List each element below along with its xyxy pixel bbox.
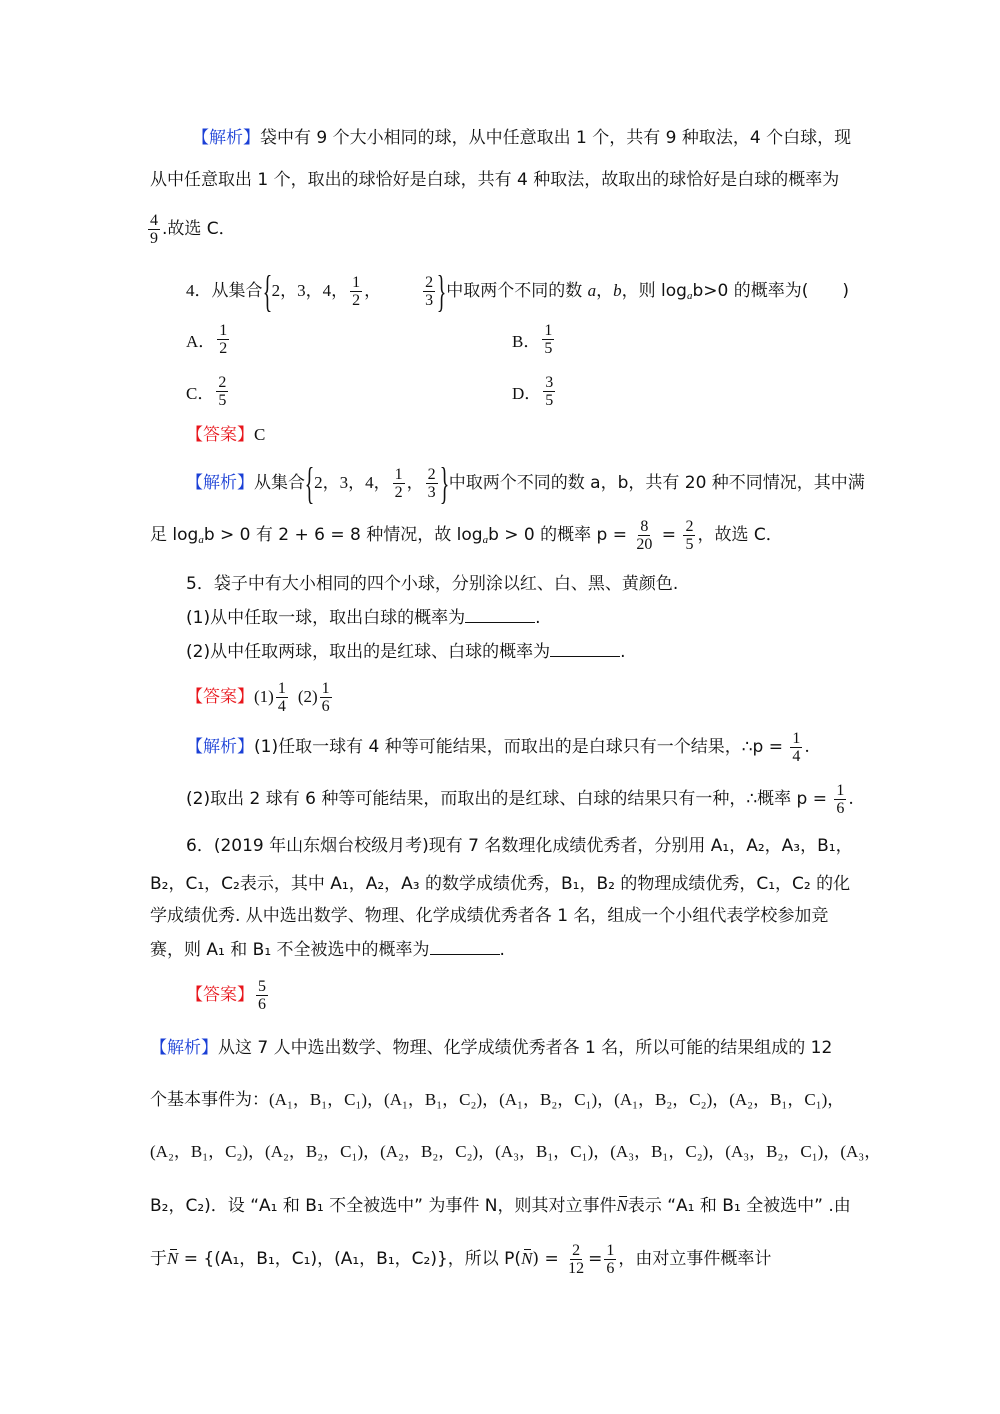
q4-analysis-line-2: [150, 518, 783, 553]
period: .: [499, 940, 505, 960]
q6-analysis-text: 个基本事件为：: [150, 1090, 269, 1110]
fraction-denominator: 9: [150, 230, 158, 247]
q6-answer-fraction: [256, 978, 268, 1013]
fraction-denominator: 2: [394, 484, 403, 501]
var-a: a: [587, 281, 597, 300]
q5-answer-1-fraction: [276, 680, 288, 715]
q4-option-a[interactable]: [186, 322, 231, 357]
q4-option-d[interactable]: [512, 374, 557, 409]
q3-probability-fraction: [148, 212, 160, 247]
q5-sub1-text: (1)从中任取一球，取出白球的概率为: [186, 608, 466, 628]
q6-answer: [186, 978, 270, 1013]
answer-blank[interactable]: [430, 938, 500, 955]
q5-sub2-text: (2)从中任取两球，取出的是红球、白球的概率为: [186, 642, 551, 662]
fraction-numerator: 3: [545, 374, 554, 391]
q6-analysis-text: = {(A₁，B₁，C₁)，(A₁，B₁，C₂)}，所以 P(: [178, 1249, 522, 1269]
fraction-numerator: 5: [258, 978, 266, 995]
fraction-numerator: 1: [544, 322, 553, 339]
option-letter: C．: [186, 384, 215, 403]
right-brace: }: [439, 458, 449, 508]
set-item: 2，: [314, 473, 340, 492]
q5-analysis-line-2: (2)取出 2 球有 6 种等可能结果，而取出的是红球、白球的结果只有一种，∴概率 p = $\frac{1}{6}$ .: [186, 782, 854, 817]
option-fraction: [216, 374, 228, 409]
set-item: 3，: [297, 281, 323, 300]
log-base: a: [198, 534, 204, 546]
q4-option-c[interactable]: [186, 374, 230, 409]
q4-stem-then: ，则 log: [621, 281, 687, 301]
fraction-denominator: 5: [545, 392, 554, 409]
q6-analysis-line-4: [150, 1194, 851, 1218]
option-letter: D．: [512, 384, 542, 403]
q3-analysis-line-2: [150, 168, 839, 192]
option-fraction: [542, 322, 554, 357]
q4-analysis-text: 足 log: [150, 525, 199, 545]
q6-events-row: (A₁，B₁，C₁)，(A₁，B₁，C₂)，(A₁，B₂，C₁)，(A₁，B₂，C₂)，(A₂，B₁，C₁)，: [269, 1090, 845, 1109]
period: .: [535, 608, 541, 628]
q4-stem-mid: 中取两个不同的数: [446, 281, 588, 301]
answer-part-label: (1): [254, 687, 274, 706]
q4-option-b[interactable]: [512, 322, 556, 357]
q6-analysis-line-5: 于N = {(A₁，B₁，C₁)，(A₁，B₁，C₂)}，所以 P(N) = $\frac{2}{12}$ = $\frac{1}{6}$ ，由对立事件概率计: [150, 1242, 772, 1277]
q6-analysis-text: 于: [150, 1249, 167, 1269]
fraction-denominator: 2: [352, 292, 361, 309]
q5-answer-2-fraction: [320, 680, 332, 715]
fraction-numerator: 1: [352, 274, 361, 291]
q6-analysis-line-1: [150, 1036, 832, 1060]
q4-stem-post: b>0 的概率为( ): [692, 281, 850, 301]
fraction-numerator: 1: [836, 782, 845, 799]
n-bar-symbol: N: [616, 1194, 627, 1218]
fraction-numerator: 1: [219, 322, 228, 339]
set-item: 4，: [365, 473, 391, 492]
n-bar-symbol: N: [521, 1247, 532, 1271]
q4-answer: [186, 423, 265, 447]
fraction-numerator: 4: [150, 212, 158, 229]
q6-stem-text: 赛，则 A₁ 和 B₁ 不全被选中的概率为: [150, 940, 430, 960]
answer-label: 【答案】: [186, 985, 254, 1005]
fraction-numerator: 2: [425, 274, 434, 291]
q6-events-row: (A₂，B₁，C₂)，(A₂，B₂，C₁)，(A₂，B₂，C₂)，(A₃，B₁，C₁)，(A₃，B₁，C₂)，(A₃，B₂，C₁)，(A₃，: [150, 1142, 882, 1161]
fraction-denominator: 4: [277, 698, 286, 715]
answer-part-label: (2): [297, 687, 318, 706]
q4-p-fraction-1: [634, 518, 654, 553]
q4-number: 4．: [186, 281, 212, 300]
q4-analysis-line-1: 【解析】从集合{2，3，4， $\frac{1}{2}$ ， $\frac{2}{3}$ }中取两个不同的数 a，b，共有 20 种不同情况，其中满: [186, 458, 865, 508]
q4-answer-value: C: [254, 425, 266, 444]
period: .: [620, 642, 626, 662]
fraction-numerator: 2: [218, 374, 227, 391]
q6-analysis-text: ，由对立事件概率计: [618, 1249, 772, 1269]
fraction-numerator: 1: [321, 680, 330, 697]
fraction-denominator: 6: [258, 996, 266, 1013]
fraction-denominator: 2: [219, 340, 228, 357]
q3-analysis-line-1: [192, 126, 851, 150]
q6-analysis-line-3: [150, 1140, 881, 1164]
q6-analysis-line-2: [150, 1088, 844, 1112]
q4-analysis-mid: 中取两个不同的数 a，b，共有 20 种不同情况，其中满: [448, 473, 865, 493]
q4-analysis-text: b > 0 的概率 p =: [488, 525, 633, 545]
log-base: a: [686, 290, 693, 302]
fraction-denominator: 5: [218, 392, 227, 409]
answer-blank[interactable]: [550, 640, 620, 657]
q6-stem-line-2: [150, 872, 850, 896]
fraction-denominator: 6: [606, 1260, 615, 1277]
q4-analysis-text: b > 0 有 2 + 6 = 8 种情况，故 log: [203, 525, 483, 545]
q4-stem: 4．从集合{2，3，4， $\frac{1}{2}$ ， $\frac{2}{3}$ }中取两个不同的数 a，b，则 $\log_ab>0$ 的概率为( ): [186, 266, 850, 316]
fraction-numerator: 1: [792, 730, 801, 747]
right-brace: }: [436, 266, 447, 316]
q6-stem-text: B₂，C₁，C₂表示，其中 A₁，A₂，A₃ 的数学成绩优秀，B₁，B₂ 的物理成绩优秀，C₁，C₂ 的化: [150, 874, 851, 894]
q6-stem-line-1: [186, 834, 853, 858]
q5-answer: [186, 680, 334, 715]
fraction-numerator: 2: [685, 518, 694, 535]
q5-analysis-text-2: (2)取出 2 球有 6 种等可能结果，而取出的是红球、白球的结果只有一种，∴概率 p =: [186, 789, 833, 809]
q6-p-fraction-2: [604, 1242, 616, 1277]
q4-stem-pre: 从集合: [211, 281, 263, 301]
set-item: 3，: [339, 473, 366, 492]
set-fraction-2: [426, 466, 438, 501]
q6-stem-text: 6．(2019 年山东烟台校级月考)现有 7 名数理化成绩优秀者，分别用 A₁，A₂，A₃，B₁，: [186, 836, 853, 856]
q6-stem-text: 学成绩优秀. 从中选出数学、物理、化学成绩优秀者各 1 名，组成一个小组代表学校参加竞: [150, 906, 829, 926]
q3-analysis-text-2: 从中任意取出 1 个，取出的球恰好是白球，共有 4 种取法，故取出的球恰好是白球的概率为: [150, 170, 840, 190]
analysis-label: 【解析】: [186, 737, 254, 757]
q3-analysis-tail: .故选 C．: [162, 219, 236, 239]
fraction-denominator: 4: [792, 748, 801, 765]
fraction-denominator: 12: [568, 1260, 585, 1277]
fraction-numerator: 1: [606, 1242, 615, 1259]
fraction-denominator: 3: [427, 484, 436, 501]
q6-analysis-text: 从这 7 人中选出数学、物理、化学成绩优秀者各 1 名，所以可能的结果组成的 12: [218, 1038, 833, 1058]
q6-analysis-text: ) =: [532, 1249, 565, 1269]
q4-analysis-tail: ，故选 C．: [697, 525, 783, 545]
fraction-denominator: 20: [636, 536, 653, 553]
set-fraction-1: [393, 466, 405, 501]
log-base: a: [482, 534, 489, 546]
fraction-denominator: 5: [685, 536, 694, 553]
q5-analysis-fraction-2: [834, 782, 846, 817]
set-item: 4，: [322, 281, 349, 300]
option-fraction: [217, 322, 229, 357]
q6-stem-line-3: [150, 904, 828, 928]
answer-label: 【答案】: [186, 425, 254, 445]
q5-stem-text: 5．袋子中有大小相同的四个小球，分别涂以红、白、黑、黄颜色.: [186, 574, 679, 594]
option-fraction: [543, 374, 555, 409]
fraction-denominator: 6: [321, 698, 330, 715]
q5-stem: [186, 572, 678, 596]
option-letter: B．: [512, 332, 541, 351]
q3-analysis-line-3: [146, 212, 236, 247]
analysis-label: 【解析】: [186, 473, 254, 493]
q6-analysis-text: B₂，C₂)．设 “A₁ 和 B₁ 不全被选中” 为事件 N，则其对立事件: [150, 1196, 617, 1216]
q4-analysis-pre: 从集合: [254, 473, 305, 493]
analysis-label: 【解析】: [192, 128, 260, 148]
fraction-numerator: 8: [640, 518, 649, 535]
fraction-numerator: 2: [572, 1242, 581, 1259]
q4-p-fraction-2: [683, 518, 695, 553]
q5-sub-question-1: [186, 606, 541, 630]
set-fraction-1: [350, 274, 362, 309]
q6-analysis-text: 表示 “A₁ 和 B₁ 全被选中” .由: [627, 1196, 851, 1216]
fraction-numerator: 1: [277, 680, 286, 697]
left-brace: {: [262, 266, 272, 316]
fraction-denominator: 6: [836, 800, 845, 817]
set-item: 2，: [271, 281, 298, 300]
answer-label: 【答案】: [186, 687, 254, 707]
q5-analysis-text-1: (1)任取一球有 4 种等可能结果，而取出的是白球只有一个结果，∴p =: [254, 737, 789, 757]
q6-p-fraction-1: [566, 1242, 586, 1277]
fraction-denominator: 3: [425, 292, 434, 309]
q6-stem-line-4: [150, 938, 505, 962]
q5-sub-question-2: [186, 640, 626, 664]
set-fraction-2: [423, 274, 435, 309]
answer-blank[interactable]: [465, 606, 535, 623]
fraction-denominator: 5: [544, 340, 553, 357]
option-letter: A．: [186, 332, 216, 351]
fraction-numerator: 2: [427, 466, 436, 483]
left-brace: {: [304, 458, 315, 508]
n-bar-symbol: N: [167, 1247, 178, 1271]
equals-sign: =: [656, 525, 682, 545]
analysis-label: 【解析】: [150, 1038, 218, 1058]
q5-analysis-line-1: 【解析】(1)任取一球有 4 种等可能结果，而取出的是白球只有一个结果，∴p = $\frac{1}{4}$ .: [186, 730, 810, 765]
q5-analysis-fraction-1: [790, 730, 802, 765]
var-b: b: [613, 281, 622, 300]
fraction-numerator: 1: [394, 466, 403, 483]
q3-analysis-text-1: 袋中有 9 个大小相同的球，从中任意取出 1 个，共有 9 种取法，4 个白球，现: [260, 128, 852, 148]
